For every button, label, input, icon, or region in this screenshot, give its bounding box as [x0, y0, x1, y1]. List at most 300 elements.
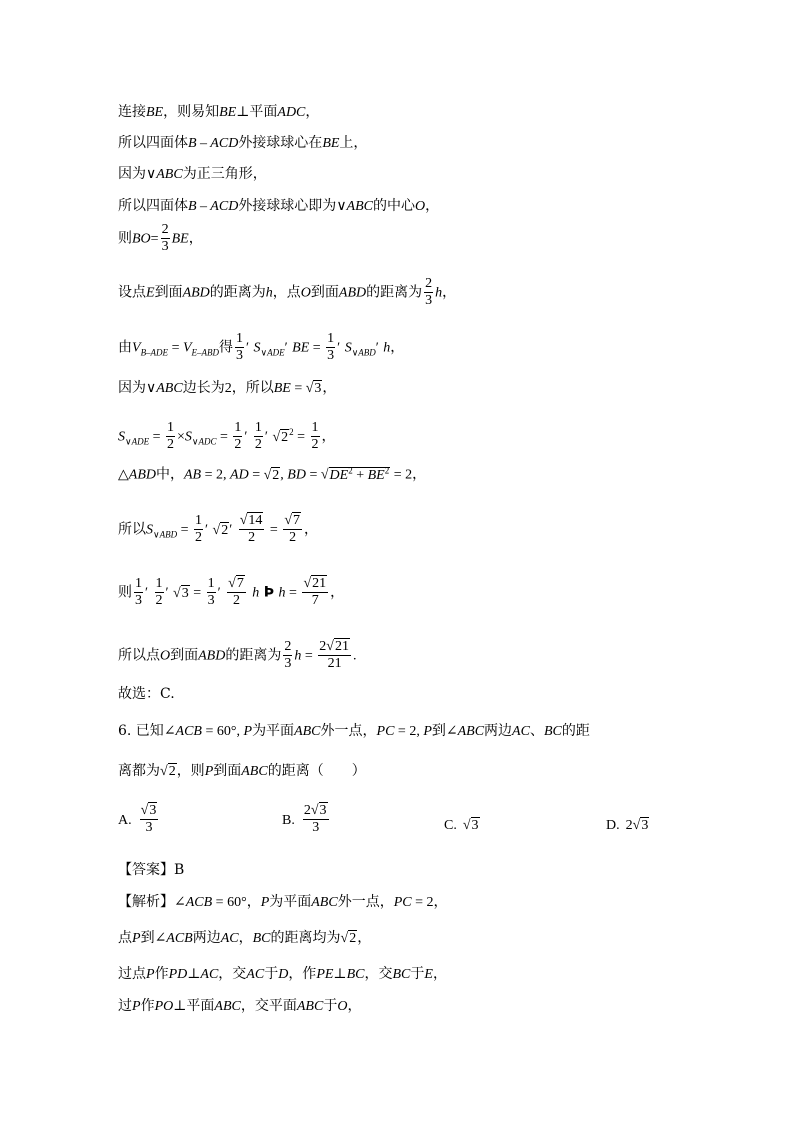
math-var: PO: [154, 999, 174, 1014]
answer-line: [118, 862, 184, 878]
radicand: 2: [221, 522, 229, 538]
fraction: [283, 513, 302, 546]
square-root: √7: [284, 513, 300, 528]
math-op: ,: [236, 724, 244, 739]
math-var: BE: [171, 231, 189, 247]
text: 的距离均为: [270, 930, 341, 946]
text: 的距离为: [225, 647, 282, 664]
text: 的距: [561, 723, 590, 739]
square-root: √21: [326, 639, 349, 654]
subscript: ∨ADE: [125, 436, 150, 447]
text: ，: [357, 930, 372, 946]
math-var: BC: [346, 967, 365, 982]
text: 6. 已知: [118, 723, 164, 739]
text: 两边: [192, 930, 221, 946]
text: 连接: [118, 104, 146, 120]
subscript: ∨ABD: [153, 529, 178, 540]
numerator: 1: [195, 513, 202, 528]
fraction: [318, 639, 351, 672]
math-var: ABD: [128, 467, 156, 483]
fraction: [424, 276, 433, 309]
text: ⊥平面: [236, 104, 278, 120]
text: ，: [304, 521, 318, 538]
radicand: 2: [281, 429, 289, 445]
text: ，: [330, 584, 345, 601]
subscript: E–ABD: [191, 347, 220, 358]
math-op: ′: [165, 585, 169, 601]
fraction: [235, 331, 244, 364]
text: 的距离为: [209, 284, 266, 301]
square-root: √3: [632, 818, 649, 833]
line-1: [118, 104, 319, 121]
fraction: [194, 513, 203, 546]
option-label: A.: [118, 812, 132, 828]
math-num: 2: [426, 895, 434, 910]
radicand: 3: [641, 818, 649, 833]
fraction: [166, 420, 175, 453]
denominator: 3: [207, 593, 215, 608]
square-root: √3: [173, 585, 189, 601]
math-op: ′: [217, 585, 221, 601]
math-var: D: [278, 967, 289, 982]
text: ，交平面: [240, 998, 297, 1014]
text: 于: [323, 998, 338, 1014]
line-8: [118, 380, 336, 397]
text: ，: [238, 930, 253, 946]
math-op: ⊥: [333, 967, 347, 982]
line-3: [118, 166, 267, 183]
text: 外一点，: [320, 723, 377, 739]
text: 所以四面体: [118, 198, 188, 214]
line-6: [118, 276, 456, 309]
math-var: h: [383, 340, 391, 356]
option-c[interactable]: [444, 817, 480, 834]
denominator: 2: [195, 530, 202, 545]
radicand: [329, 467, 391, 483]
fraction: [140, 803, 159, 836]
denominator: 2: [234, 437, 242, 452]
denominator: 3: [312, 820, 320, 835]
square-root: √2: [340, 931, 357, 946]
line-13: [118, 639, 356, 672]
fraction: [239, 513, 265, 546]
text: ，: [246, 894, 261, 910]
math-var: B – ACD: [188, 199, 239, 214]
fraction: [311, 420, 320, 453]
math-var: ∠ACB: [154, 931, 193, 946]
text: 、: [529, 723, 544, 739]
math-var: S: [118, 429, 125, 445]
fraction: [207, 576, 216, 609]
denominator: 3: [236, 348, 244, 363]
fraction: [161, 222, 170, 255]
math-var: ABC: [296, 999, 324, 1014]
numerator: [302, 576, 328, 593]
numerator: [227, 576, 246, 593]
math-var: AC: [220, 931, 239, 946]
text: ，: [442, 284, 457, 301]
math-op: =: [293, 429, 309, 445]
text: 上，: [339, 135, 368, 151]
radicand: 14: [248, 513, 263, 528]
math-op: =: [149, 429, 164, 445]
text: 的距离为: [366, 284, 423, 301]
math-var: E: [146, 285, 155, 301]
text: 【解析】: [118, 894, 174, 910]
math-var: AD: [230, 467, 249, 483]
text: 中，: [156, 466, 184, 483]
math-op: =: [290, 381, 306, 396]
math-op: ′: [375, 340, 379, 356]
numerator: 1: [236, 331, 244, 346]
radicand: 21: [334, 639, 349, 654]
math-var: ∨ABC: [146, 381, 183, 396]
math-var: BE: [322, 136, 340, 151]
math-var: BE: [273, 381, 291, 396]
radicand: 3: [314, 381, 322, 396]
math-var: P: [243, 724, 253, 739]
math-op: ,: [223, 467, 231, 483]
text: 所以: [118, 521, 146, 538]
fraction: [302, 576, 328, 609]
text: 所以点: [118, 647, 160, 664]
text: ，则: [176, 763, 205, 779]
square-root: √3: [140, 803, 157, 818]
numerator: 1: [311, 420, 319, 435]
option-label: B.: [282, 812, 295, 828]
math-var: ABC: [214, 999, 241, 1014]
math-var: ∠ACB: [174, 895, 213, 910]
math-op: =: [150, 231, 159, 247]
text: 到: [431, 723, 446, 739]
analysis-line-3: [118, 966, 447, 983]
fraction: [155, 576, 164, 609]
denominator: 2: [155, 593, 163, 608]
option-a[interactable]: [118, 803, 160, 836]
square-root: √2: [212, 522, 229, 538]
square-root: $√DE^2 + BE^2$: [320, 465, 390, 483]
fraction: [134, 576, 143, 609]
numerator: 1: [155, 576, 163, 591]
answer-text: 【答案】B: [118, 862, 185, 878]
text: ，: [412, 466, 427, 483]
numerator: [318, 639, 351, 656]
text: 到面: [154, 284, 183, 301]
fraction: [254, 420, 263, 453]
superscript: 2: [289, 426, 294, 437]
math-var: ∠ABC: [445, 724, 485, 739]
text: 的距离（ ）: [267, 763, 366, 779]
denominator: 2: [167, 437, 174, 452]
math-var: P: [260, 895, 270, 910]
numerator: 1: [327, 331, 335, 346]
denominator: 3: [135, 593, 142, 608]
math-var: P: [132, 931, 141, 946]
math-op: =: [390, 467, 406, 483]
text: 则: [118, 584, 132, 601]
subscript: ∨ADC: [191, 436, 217, 447]
math-op: =: [285, 585, 301, 601]
math-op: ′: [205, 522, 209, 538]
math-var: BC: [543, 724, 562, 739]
text: 到面: [310, 284, 339, 301]
text: 到: [140, 930, 155, 946]
denominator: 3: [145, 820, 153, 835]
text: 到面: [213, 763, 242, 779]
analysis-line-1: [118, 894, 448, 911]
line-11: [118, 513, 318, 546]
text: ，交: [218, 966, 247, 982]
text: 得: [219, 339, 234, 356]
math-var: AC: [512, 724, 530, 739]
numerator: 1: [167, 420, 174, 435]
math-op: =: [168, 340, 183, 356]
math-var: BE: [292, 340, 310, 356]
numerator: 1: [254, 420, 262, 435]
math-var: AC: [200, 967, 219, 982]
math-var: V: [182, 340, 192, 356]
numerator: [140, 803, 159, 820]
numerator: 1: [234, 420, 242, 435]
math-var: DE: [329, 467, 349, 483]
denominator: 21: [327, 656, 342, 671]
option-d[interactable]: [606, 817, 649, 834]
line-10: [118, 462, 426, 484]
denominator: 7: [311, 593, 319, 608]
numerator: 2: [425, 276, 433, 291]
fraction: [227, 576, 246, 609]
line-12: [118, 576, 344, 609]
text: 的中心: [373, 198, 416, 214]
text: 由: [118, 339, 132, 356]
math-num: 2: [409, 724, 417, 739]
square-root: √2: [263, 467, 280, 483]
math-var: h: [252, 585, 260, 601]
math-var: ABD: [338, 285, 367, 301]
text: ，: [433, 894, 448, 910]
math-var: S: [253, 340, 261, 356]
fraction: [233, 420, 242, 453]
text: ，: [425, 198, 440, 214]
math-var: BO: [132, 231, 151, 247]
text: 离都为: [118, 763, 160, 779]
math-var: S: [344, 340, 352, 356]
math-var: h: [294, 648, 302, 664]
coefficient: 2: [319, 639, 327, 654]
math-var: ∠ACB: [163, 724, 202, 739]
text: 为平面: [252, 723, 295, 739]
math-var: AB: [184, 467, 202, 483]
math-op: ′: [337, 340, 341, 356]
math-num: 2: [216, 467, 224, 483]
math-var: S: [146, 522, 153, 538]
line-2: [118, 135, 367, 152]
math-var: ABD: [198, 648, 226, 664]
math-var: PC: [376, 724, 395, 739]
square-root: √3: [462, 818, 479, 833]
math-var: BE: [367, 467, 385, 483]
text: ，: [188, 230, 203, 247]
text: ，: [305, 104, 320, 120]
math-var: B – ACD: [188, 136, 239, 151]
math-num: 2: [224, 381, 232, 396]
line-4: [118, 198, 439, 215]
text: 故选：C.: [118, 686, 175, 702]
math-op: =: [266, 522, 282, 538]
option-b[interactable]: [282, 803, 331, 836]
math-var: P: [132, 999, 141, 1014]
math-op: =: [201, 724, 217, 739]
square-root: √14: [239, 513, 263, 528]
math-var: BC: [392, 967, 411, 982]
text: △: [118, 466, 129, 483]
math-var: h: [265, 285, 273, 301]
math-op: =: [411, 895, 427, 910]
math-num: 60°: [216, 724, 237, 739]
text: .: [352, 648, 357, 664]
coefficient: 2: [303, 803, 311, 818]
denominator: 3: [284, 656, 292, 671]
math-op: =: [301, 648, 317, 664]
math-num: 60°: [227, 895, 247, 910]
text: 两边: [484, 723, 513, 739]
math-var: P: [146, 967, 155, 982]
math-op: =: [309, 340, 325, 356]
math-var: h: [435, 285, 443, 301]
math-op: ′: [145, 585, 149, 601]
text: ，点: [272, 284, 301, 301]
square-root: √3: [310, 803, 327, 818]
numerator: 1: [135, 576, 142, 591]
math-op: =: [189, 585, 205, 601]
math-var: BC: [252, 931, 271, 946]
radicand: 2: [272, 467, 280, 483]
numerator: 1: [207, 576, 215, 591]
denominator: 2: [311, 437, 319, 452]
line-7: [118, 331, 404, 364]
text: ，则易知: [163, 104, 220, 120]
text: ，: [390, 339, 405, 356]
denominator: 2: [232, 593, 240, 608]
math-op: ′: [244, 429, 248, 445]
math-var: P: [423, 724, 432, 739]
superscript: 2: [348, 465, 353, 475]
numerator: [283, 513, 302, 530]
math-op: ,: [280, 467, 288, 483]
math-op: ,: [416, 724, 424, 739]
math-var: ABC: [294, 724, 321, 739]
math-op: =: [305, 467, 321, 483]
square-root: √7: [228, 576, 244, 591]
text: 边长为: [182, 380, 225, 396]
text: 于: [410, 966, 425, 982]
analysis-line-2: [118, 930, 371, 947]
radicand: 3: [471, 818, 479, 833]
text: 过点: [118, 966, 146, 982]
text: 点: [118, 930, 132, 946]
math-op: ′: [264, 429, 268, 445]
line-9: [118, 420, 336, 453]
text: ，: [321, 428, 336, 445]
math-var: h: [278, 585, 286, 601]
radicand: 7: [293, 513, 300, 528]
math-var: O: [160, 648, 171, 664]
text: ，: [432, 966, 447, 982]
text: 到面: [170, 647, 199, 664]
subscript: ∨ABD: [351, 347, 376, 358]
answer-choice-line: [118, 686, 175, 702]
math-op: =: [177, 522, 192, 538]
math-op: ×: [177, 429, 185, 445]
math-op: =: [212, 895, 228, 910]
math-var: ∨ABC: [336, 199, 374, 214]
subscript: B–ADE: [140, 347, 169, 358]
square-root: √3: [305, 381, 322, 396]
option-label: D.: [606, 818, 620, 833]
math-var: BE: [219, 105, 237, 120]
math-var: O: [415, 199, 426, 214]
fraction: [326, 331, 335, 364]
square-root: √21: [303, 576, 327, 591]
text: 外一点，: [337, 894, 394, 910]
radicand: 2: [168, 764, 176, 779]
option-label: C.: [444, 818, 457, 833]
math-var: PE: [316, 967, 334, 982]
math-var: S: [184, 429, 192, 445]
text: ，作: [288, 966, 317, 982]
question-6-line-2: [118, 763, 366, 780]
subscript: ∨ADE: [260, 347, 285, 358]
math-var: ∨ABC: [146, 167, 183, 182]
text: 为平面: [269, 894, 312, 910]
text: 外接球球心即为: [238, 198, 337, 214]
denominator: 3: [161, 239, 169, 254]
math-var: BE: [146, 105, 164, 120]
radicand: 3: [319, 803, 327, 818]
text: 为正三角形，: [182, 166, 267, 182]
math-op: ′: [229, 522, 233, 538]
math-op: =: [216, 429, 232, 445]
denominator: 3: [425, 293, 433, 308]
math-var: ABD: [182, 285, 210, 301]
text: 因为: [118, 380, 146, 396]
text: 外接球球心在: [238, 135, 323, 151]
math-var: PC: [393, 895, 412, 910]
radicand: 2: [349, 931, 357, 946]
numerator: 2: [161, 222, 169, 237]
math-var: P: [204, 764, 214, 779]
math-var: ADC: [277, 105, 306, 120]
math-var: ABC: [241, 764, 268, 779]
math-var: BD: [287, 467, 306, 483]
math-var: O: [337, 999, 348, 1014]
math-op: ⊥: [187, 967, 201, 982]
numerator: 2: [284, 639, 292, 654]
math-op: =: [201, 467, 217, 483]
math-op: ′: [246, 340, 250, 356]
analysis-line-4: [118, 998, 361, 1015]
square-root: √2: [272, 429, 289, 445]
math-var: PD: [168, 967, 188, 982]
math-num: 2: [405, 467, 413, 483]
text: ，交: [364, 966, 393, 982]
math-op: =: [394, 724, 410, 739]
text: 所以四面体: [118, 135, 188, 151]
radicand: 21: [312, 576, 327, 591]
math-op: ′: [284, 340, 288, 356]
denominator: 2: [254, 437, 262, 452]
text: 因为: [118, 166, 146, 182]
